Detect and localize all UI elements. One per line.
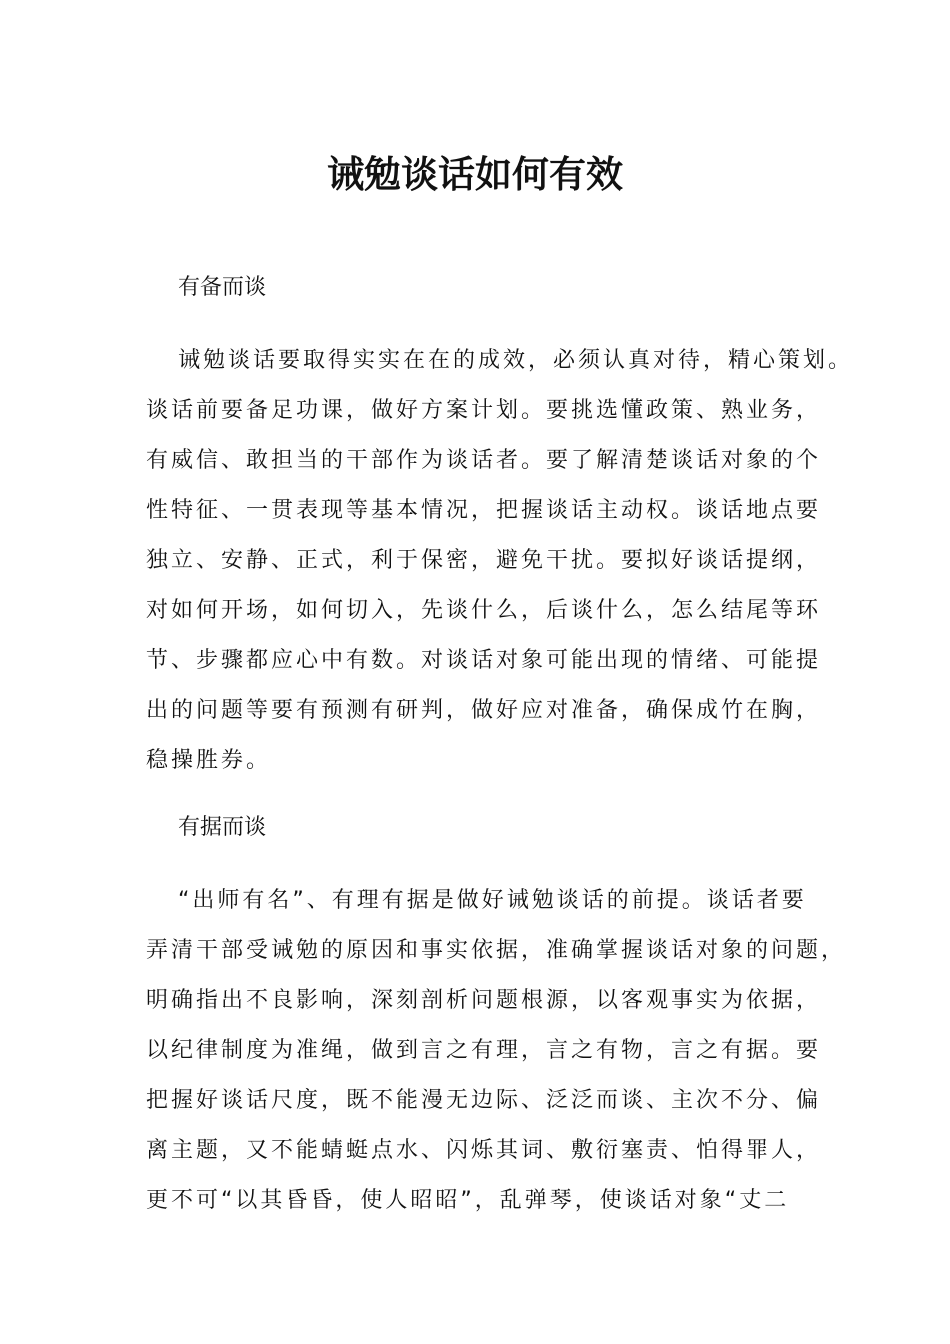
- text-line: 诫勉谈话要取得实实在在的成效，必须认真对待，精心策划。: [178, 348, 854, 373]
- text-line: 明确指出不良影响，深刻剖析问题根源，以客观事实为依据，: [146, 988, 822, 1013]
- text-line: 谈话前要备足功课，做好方案计划。要挑选懂政策、熟业务，: [146, 398, 822, 423]
- text-line: 节、步骤都应心中有数。对谈话对象可能出现的情绪、可能提: [146, 648, 822, 673]
- text-line: “出师有名”、有理有据是做好诫勉谈话的前提。谈话者要: [178, 888, 807, 913]
- section-body-prepared: [146, 336, 854, 786]
- text-line: 弄清干部受诫勉的原因和事实依据，准确掌握谈话对象的问题，: [146, 938, 847, 963]
- section-body-evidence: [146, 876, 847, 1226]
- text-line: 独立、安静、正式，利于保密，避免干扰。要拟好谈话提纲，: [146, 548, 822, 573]
- text-line: 把握好谈话尺度，既不能漫无边际、泛泛而谈、主次不分、偏: [146, 1088, 822, 1113]
- text-line: 离主题，又不能蜻蜓点水、闪烁其词、敷衍塞责、怕得罪人，: [146, 1138, 822, 1163]
- section-heading-evidence: 有据而谈: [178, 815, 267, 840]
- page-title: 诫勉谈话如何有效: [327, 152, 623, 196]
- text-line: 稳操胜券。: [146, 748, 272, 773]
- text-line: 有威信、敢担当的干部作为谈话者。要了解清楚谈话对象的个: [146, 448, 822, 473]
- section-heading-prepared: 有备而谈: [178, 275, 267, 300]
- text-line: 出的问题等要有预测有研判，做好应对准备，确保成竹在胸，: [146, 698, 822, 723]
- text-line: 以纪律制度为准绳，做到言之有理，言之有物，言之有据。要: [146, 1038, 822, 1063]
- text-line: 更不可“以其昏昏，使人昭昭”，乱弹琴，使谈话对象“丈二: [146, 1188, 790, 1213]
- text-line: 性特征、一贯表现等基本情况，把握谈话主动权。谈话地点要: [146, 498, 822, 523]
- text-line: 对如何开场，如何切入，先谈什么，后谈什么，怎么结尾等环: [146, 598, 822, 623]
